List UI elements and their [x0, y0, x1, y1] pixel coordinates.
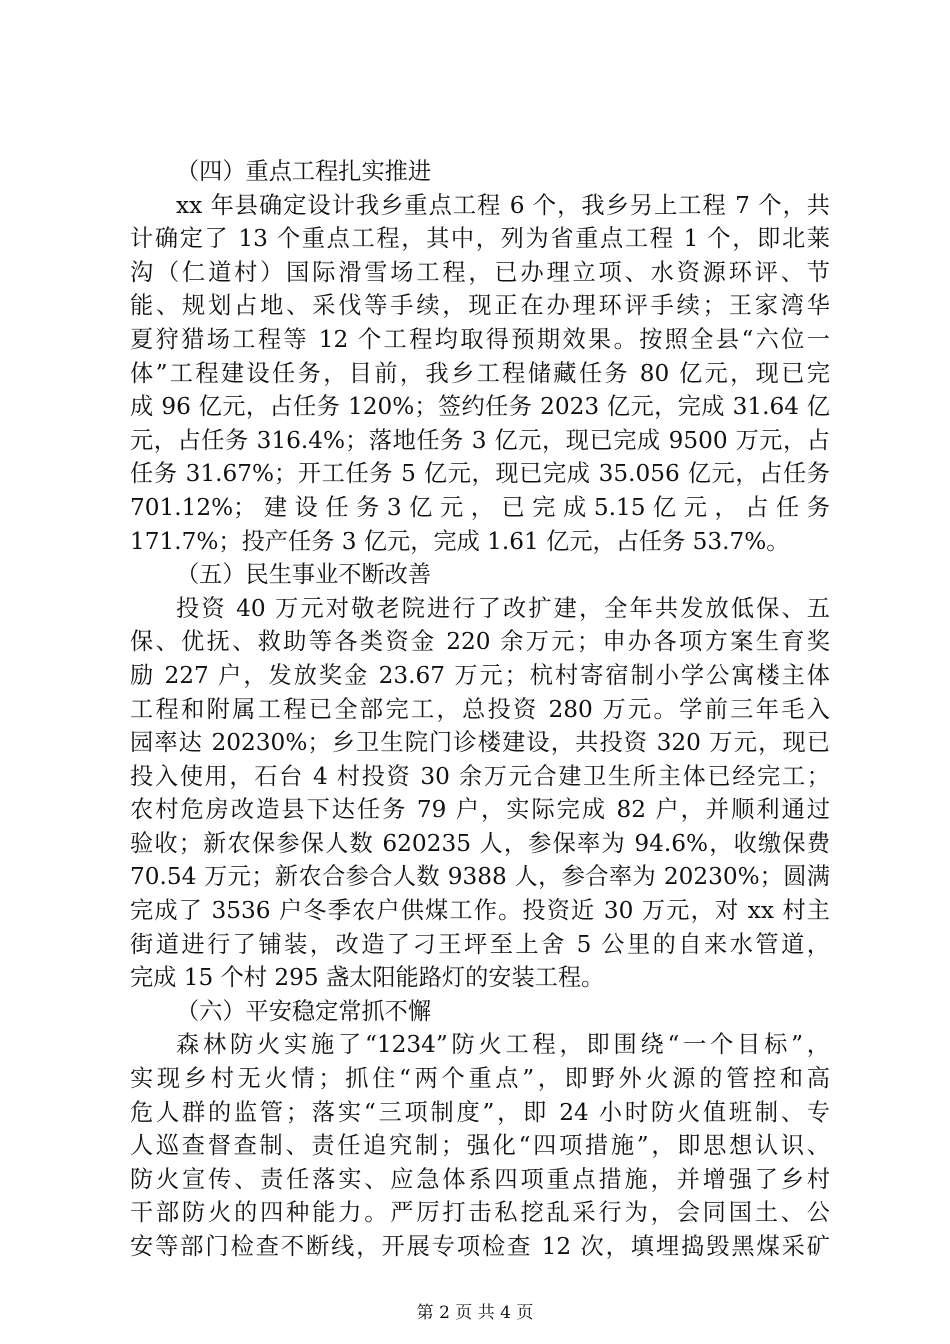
section-heading-5: （五）民生事业不断改善 [176, 561, 432, 589]
paragraph-line: 励 227 户，发放奖金 23.67 万元；杭村寄宿制小学公寓楼主体 [130, 661, 830, 689]
page-number-footer: 第 2 页 共 4 页 [416, 1303, 534, 1323]
document-body [130, 155, 830, 1264]
paragraph-line: 完成 15 个村 295 盏太阳能路灯的安装工程。 [130, 964, 605, 992]
paragraph-line: 能、规划占地、采伐等手续，现正在办理环评手续；王家湾华 [130, 292, 830, 320]
paragraph-line: 园率达 20230%；乡卫生院门诊楼建设，共投资 320 万元，现已 [130, 729, 830, 757]
paragraph-line: 完成了 3536 户冬季农户供煤工作。投资近 30 万元，对 xx 村主 [130, 897, 830, 925]
paragraph-line: 体”工程建设任务，目前，我乡工程储藏任务 80 亿元，现已完 [130, 359, 830, 387]
section-heading-4: （四）重点工程扎实推进 [176, 158, 432, 185]
paragraph-line: 投资 40 万元对敬老院进行了改扩建，全年共发放低保、五 [176, 594, 830, 622]
paragraph-line: 保、优抚、救助等各类资金 220 余万元；申办各项方案生育奖 [130, 628, 830, 656]
paragraph-line: 街道进行了铺装，改造了刁王坪至上舍 5 公里的自来水管道， [130, 930, 830, 958]
paragraph-line: 夏狩猎场工程等 12 个工程均取得预期效果。按照全县“六位一 [130, 325, 830, 353]
paragraph-line: 安等部门检查不断线，开展专项检查 12 次，填埋捣毁黑煤采矿 [130, 1233, 830, 1260]
paragraph-line: 成 96 亿元，占任务 120%；签约任务 2023 亿元，完成 31.64 亿 [130, 393, 830, 421]
paragraph-line: 工程和附属工程已全部完工，总投资 280 万元。学前三年毛入 [130, 695, 830, 723]
paragraph-line: 防火宣传、责任落实、应急体系四项重点措施，并增强了乡村 [130, 1165, 830, 1193]
paragraph-line: 农村危房改造县下达任务 79 户，实际完成 82 户，并顺利通过 [130, 796, 830, 824]
paragraph-line: 任务 31.67%；开工任务 5 亿元，现已完成 35.056 亿元，占任务 [130, 460, 830, 488]
paragraph-line: xx 年县确定设计我乡重点工程 6 个，我乡另上工程 7 个，共 [176, 191, 830, 219]
paragraph-line: 171.7%；投产任务 3 亿元，完成 1.61 亿元，占任务 53.7%。 [130, 527, 790, 555]
section-heading-6: （六）平安稳定常抓不懈 [176, 997, 432, 1025]
paragraph-line: 危人群的监管；落实“三项制度”，即 24 小时防火值班制、专 [130, 1098, 830, 1126]
paragraph-line: 人巡查督查制、责任追究制；强化“四项措施”，即思想认识、 [130, 1132, 830, 1160]
paragraph-line: 干部防火的四种能力。严厉打击私挖乱采行为，会同国土、公 [130, 1199, 830, 1227]
paragraph-line: 计确定了 13 个重点工程，其中，列为省重点工程 1 个，即北莱 [130, 225, 830, 253]
paragraph-line: 701.12%； 建 设 任 务 3 亿 元 ， 已 完 成 5.15 亿 元 ， 占 任 务 [130, 493, 830, 521]
paragraph-line: 投入使用，石台 4 村投资 30 余万元合建卫生所主体已经完工； [130, 762, 830, 790]
paragraph-line: 验收；新农保参保人数 620235 人，参保率为 94.6%，收缴保费 [130, 829, 830, 857]
paragraph-line: 森林防火实施了“1234”防火工程，即围绕“一个目标”， [176, 1031, 830, 1059]
paragraph-line: 实现乡村无火情；抓住“两个重点”，即野外火源的管控和高 [130, 1065, 830, 1093]
paragraph-line: 70.54 万元；新农合参合人数 9388 人，参合率为 20230%；圆满 [130, 863, 830, 891]
paragraph-line: 元，占任务 316.4%；落地任务 3 亿元，现已完成 9500 万元，占 [130, 426, 830, 454]
paragraph-line: 沟（仁道村）国际滑雪场工程，已办理立项、水资源环评、节 [130, 258, 830, 286]
